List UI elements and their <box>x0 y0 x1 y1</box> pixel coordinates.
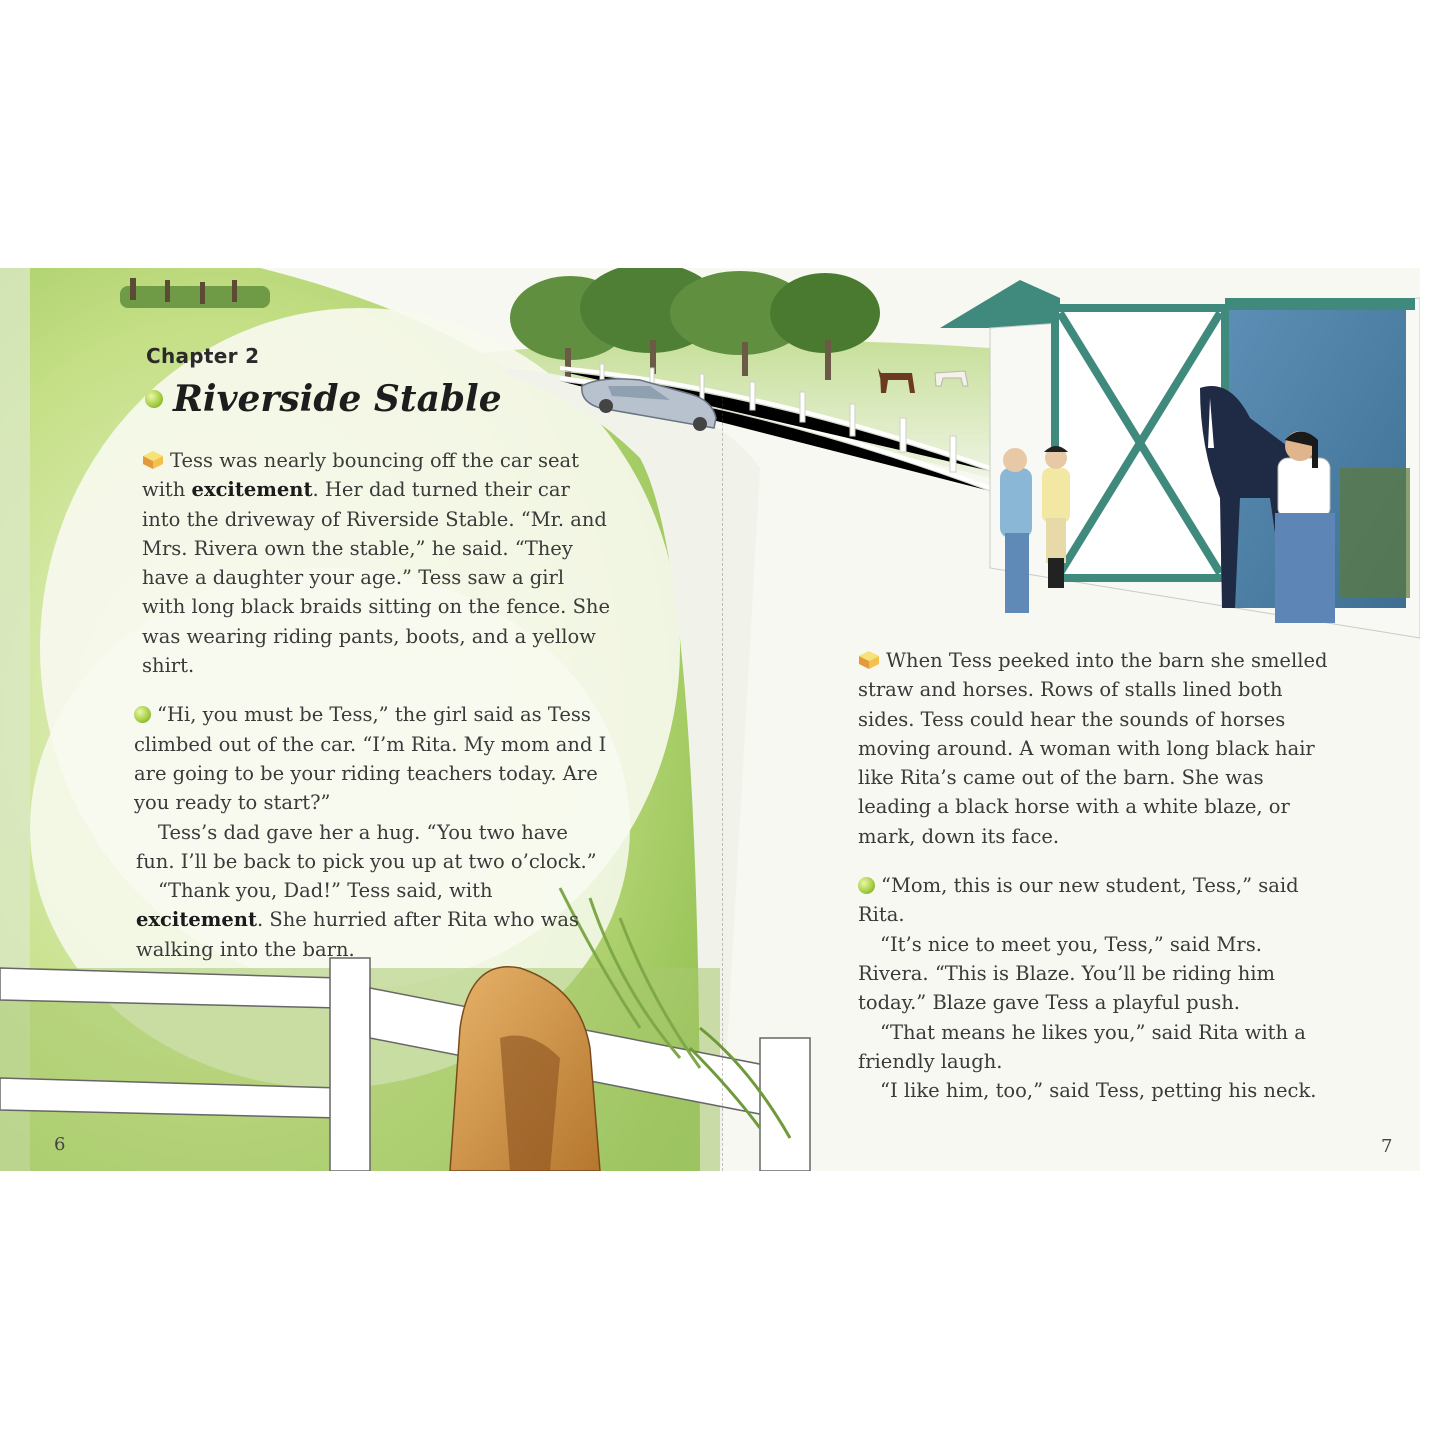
left-paragraph-4: “Thank you, Dad!” Tess said, with excitement. She hurried after Rita who was walking into the barn. <box>136 879 580 961</box>
right-paragraph-3: “It’s nice to meet you, Tess,” said Mrs. Rivera. “This is Blaze. You’ll be riding him today.” Blaze gave Tess a playful push. <box>858 932 1276 1015</box>
cube-icon <box>858 650 880 670</box>
right-page-text <box>858 646 1333 1105</box>
cube-icon <box>142 450 164 470</box>
page-fold <box>722 398 723 1171</box>
right-paragraph-4: “That means he likes you,” said Rita with a friendly laugh. <box>858 1020 1306 1073</box>
green-dot-icon <box>134 706 151 723</box>
vocab-word: excitement <box>136 908 257 932</box>
right-paragraph-2: “Mom, this is our new student, Tess,” said Rita. <box>858 874 1299 927</box>
page-number-left: 6 <box>54 1134 66 1155</box>
green-dot-icon <box>858 877 875 894</box>
left-paragraph-2: “Hi, you must be Tess,” the girl said as Tess climbed out of the car. “I’m Rita. My mom and I are going to be your riding teachers today. Are you ready to start?” <box>134 703 607 815</box>
left-paragraph-3: Tess’s dad gave her a hug. “You two have fun. I’ll be back to pick you up at two o’clock.” <box>136 820 597 873</box>
chapter-label: Chapter 2 <box>146 344 260 368</box>
book-spread <box>0 268 1420 1171</box>
vocab-word: excitement <box>191 478 313 502</box>
left-page-text <box>134 446 612 964</box>
page-number-right: 7 <box>1381 1136 1393 1157</box>
green-dot-icon <box>145 390 163 408</box>
chapter-title-text: Riverside Stable <box>173 378 502 420</box>
chapter-title <box>145 378 502 420</box>
right-paragraph-1: When Tess peeked into the barn she smelled straw and horses. Rows of stalls lined both sides. Tess could hear the sounds of horses moving around. A woman with long black hair like Rita’s came out of the barn. She was leading a black horse with a white blaze, or mark, down its face. <box>858 649 1328 848</box>
right-paragraph-5: “I like him, too,” said Tess, petting his neck. <box>880 1079 1317 1103</box>
left-paragraph-1: Tess was nearly bouncing off the car seat with excitement. Her dad turned their car into the driveway of Riverside Stable. “Mr. and Mrs. Rivera own the stable,” he said. “They have a daughter your age.” Tess saw a girl with long black braids sitting on the fence. She was wearing riding pants, boots, and a yellow shirt. <box>142 449 611 678</box>
